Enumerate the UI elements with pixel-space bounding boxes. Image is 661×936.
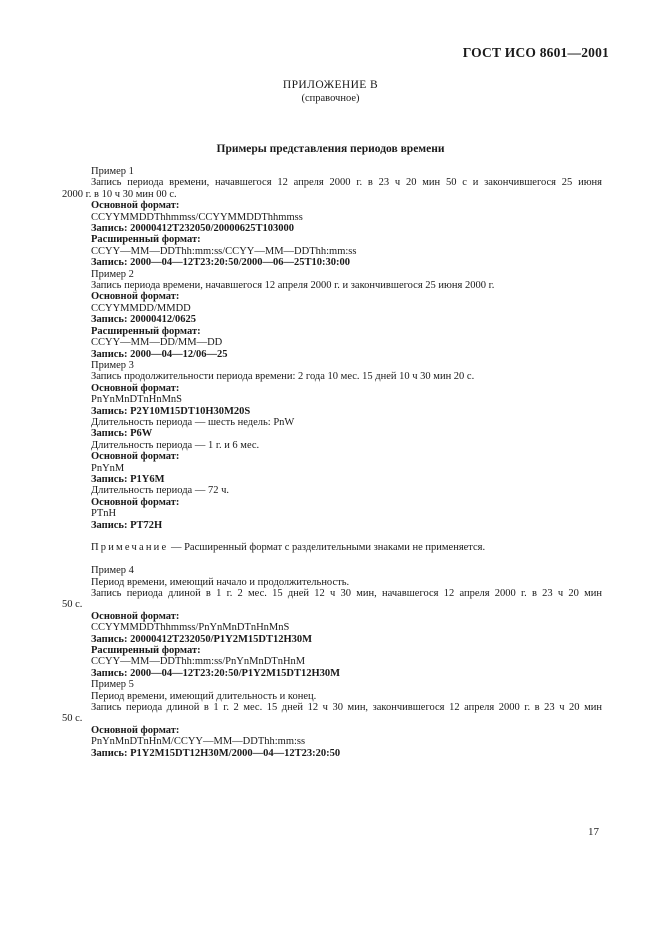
note-label: Примечание <box>91 542 169 554</box>
example-2-label: Пример 2 <box>91 268 134 280</box>
example-3-hours-pattern: PTnH <box>91 508 117 520</box>
example-3-year-month-record: Запись: P1Y6M <box>91 473 165 485</box>
spacer <box>62 531 602 542</box>
example-2-extended-pattern: CCYY—MM—DD/MM—DD <box>91 337 223 349</box>
example-1-extended-pattern: CCYY—MM—DDThh:mm:ss/CCYY—MM—DDThh:mm:ss <box>91 245 357 257</box>
example-3-hours-record: Запись: PT72H <box>91 519 163 531</box>
example-1-description-cont: 2000 г. в 10 ч 30 мин 00 с. <box>62 188 177 200</box>
note <box>62 542 602 553</box>
example-3-year-month-description: Длительность периода — 1 г. и 6 мес. <box>91 439 260 451</box>
basic-format-label: Основной формат: <box>91 451 180 463</box>
note-text: — Расширенный формат с разделительными знаками не применяется. <box>168 542 486 554</box>
example-2-basic-record: Запись: 20000412/0625 <box>91 314 197 326</box>
example-5-basic-pattern: PnYnMnDTnHnM/CCYY—MM—DDThh:mm:ss <box>91 736 306 748</box>
example-4-extended-record: Запись: 2000—04—12T23:20:50/P1Y2M15DT12H30M <box>91 667 341 679</box>
example-4-label: Пример 4 <box>91 565 134 577</box>
extended-format-label: Расширенный формат: <box>91 325 201 337</box>
example-4-detail-cont: 50 с. <box>62 599 83 611</box>
example-4-description: Период времени, имеющий начало и продолжительность. <box>91 576 350 588</box>
example-3-weeks-record: Запись: P6W <box>91 428 153 440</box>
basic-format-label: Основной формат: <box>91 610 180 622</box>
section-title: Примеры представления периодов времени <box>216 143 445 155</box>
example-1-extended-record: Запись: 2000—04—12T23:20:50/2000—06—25T10:30:00 <box>91 257 350 269</box>
example-2-description: Запись периода времени, начавшегося 12 апреля 2000 г. и закончившегося 25 июня 2000 г. <box>91 280 495 292</box>
example-3-basic-pattern: PnYnMnDTnHnMnS <box>91 394 183 406</box>
example-5-description: Период времени, имеющий длительность и конец. <box>91 690 317 702</box>
basic-format-label: Основной формат: <box>91 291 180 303</box>
basic-format-label: Основной формат: <box>91 200 180 212</box>
example-4-basic-pattern: CCYYMMDDThhmmss/PnYnMnDTnHnMnS <box>91 622 290 634</box>
example-3-description: Запись продолжительности периода времени: 2 года 10 мес. 15 дней 10 ч 30 мин 20 с. <box>91 371 475 383</box>
spacer <box>62 554 602 565</box>
example-5-detail: Запись периода длиной в 1 г. 2 мес. 15 дней 12 ч 30 мин, закончившегося 12 апреля 2000 г. в 23 ч 20 мин <box>91 702 602 714</box>
example-3-label: Пример 3 <box>91 359 134 371</box>
example-4-detail: Запись периода длиной в 1 г. 2 мес. 15 дней 12 ч 30 мин, начавшегося 12 апреля 2000 г. в 23 ч 20 мин <box>91 588 602 599</box>
example-5-detail-cont: 50 с. <box>62 713 83 725</box>
appendix-subtitle: (справочное) <box>301 93 360 104</box>
standard-code: ГОСТ ИСО 8601—2001 <box>462 45 609 60</box>
example-5-label: Пример 5 <box>91 679 134 691</box>
example-3-hours-description: Длительность периода — 72 ч. <box>91 485 229 497</box>
basic-format-label: Основной формат: <box>91 382 180 394</box>
appendix-title: ПРИЛОЖЕНИЕ В <box>282 79 379 91</box>
example-3-year-month-pattern: PnYnM <box>91 462 125 474</box>
example-4-basic-record: Запись: 20000412T232050/P1Y2M15DT12H30M <box>91 633 313 645</box>
document-body <box>62 166 602 759</box>
extended-format-label: Расширенный формат: <box>91 645 201 657</box>
page-number: 17 <box>588 826 599 838</box>
example-1-basic-pattern: CCYYMMDDThhmmss/CCYYMMDDThhmmss <box>91 211 303 223</box>
example-3-weeks-description: Длительность периода — шесть недель: PnW <box>91 416 295 428</box>
basic-format-label: Основной формат: <box>91 724 180 736</box>
example-1-basic-record: Запись: 20000412T232050/20000625T103000 <box>91 223 295 235</box>
example-1-description: Запись периода времени, начавшегося 12 апреля 2000 г. в 23 ч 20 мин 50 с и закончившегося 25 июня <box>91 177 602 189</box>
example-2-basic-pattern: CCYYMMDD/MMDD <box>91 302 191 314</box>
example-3-basic-record: Запись: P2Y10M15DT10H30M20S <box>91 405 251 417</box>
example-4-extended-pattern: CCYY—MM—DDThh:mm:ss/PnYnMnDTnHnM <box>91 656 306 668</box>
extended-format-label: Расширенный формат: <box>91 234 201 246</box>
example-2-extended-record: Запись: 2000—04—12/06—25 <box>91 348 228 360</box>
example-5-basic-record: Запись: P1Y2M15DT12H30M/2000—04—12T23:20:50 <box>91 747 341 759</box>
basic-format-label: Основной формат: <box>91 496 180 508</box>
example-1-label: Пример 1 <box>91 166 134 177</box>
